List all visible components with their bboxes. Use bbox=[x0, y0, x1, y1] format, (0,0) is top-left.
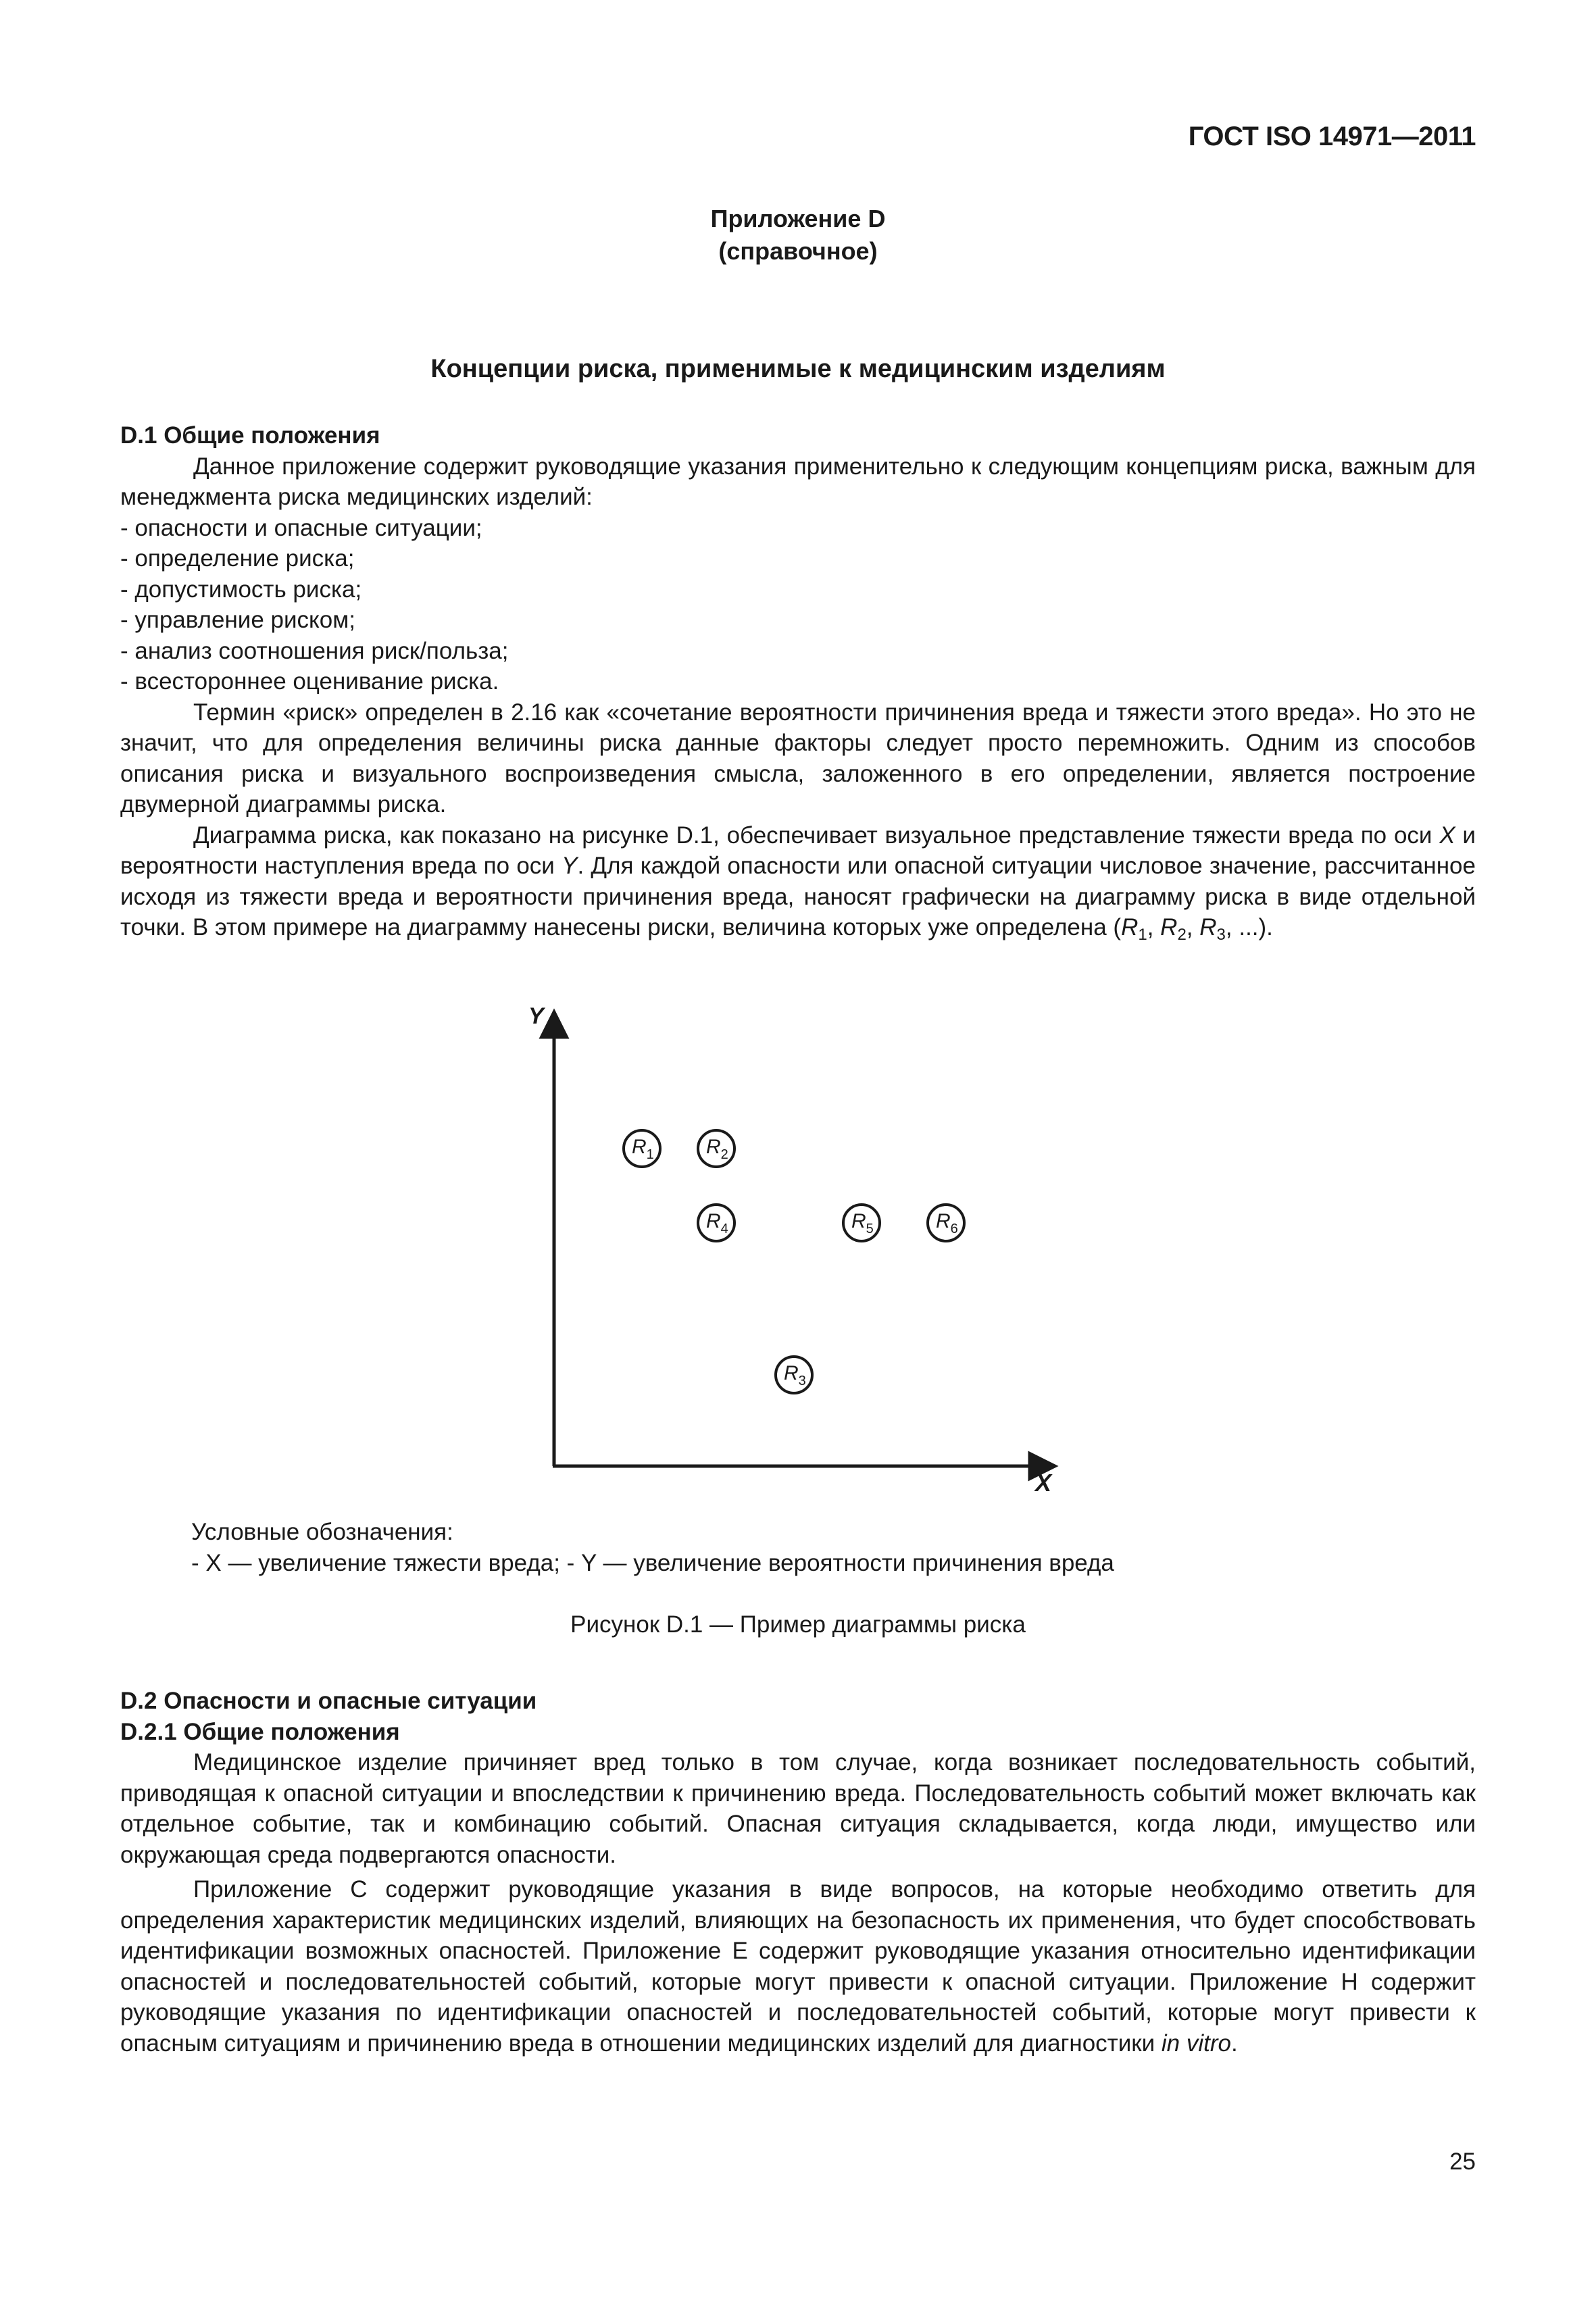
risk-point-label: $R_1$ bbox=[632, 1136, 654, 1162]
section-d1 bbox=[120, 420, 1476, 951]
text-run: . bbox=[1230, 2030, 1238, 2057]
section-intro: Данное приложение содержит руководящие указания применительно к следующим концепциям риска, важным для менеджмента риска медицинских изделий: bbox=[120, 453, 1476, 510]
text-run: Приложение C содержит руководящие указания в виде вопросов, на которые необходимо ответить для определения характеристик медицинских изделий, влияющих на безопасность их применения, что будет способствовать идентификации возможных опасностей. Приложение E содержит руководящие указания относительно идентификации опасностей и последовательностей событий, которые могут привести к опасной ситуации. Приложение H содержит руководящие указания по идентификации опасностей и последовательностей событий, которые могут привести к опасным ситуациям и причинению вреда в отношении медицинских изделий для диагностики bbox=[120, 1876, 1476, 2057]
risk-point-r1 bbox=[624, 1130, 660, 1167]
annex-heading bbox=[0, 203, 1596, 268]
risk-point-label: $R_2$ bbox=[706, 1136, 728, 1162]
risk-point-label: $R_6$ bbox=[936, 1210, 958, 1236]
risk-point-label: $R_4$ bbox=[706, 1210, 728, 1236]
legend-line: - X — увеличение тяжести вреда; - Y — увеличение вероятности причинения вреда bbox=[191, 1550, 1114, 1576]
risk-points bbox=[624, 1130, 964, 1393]
text-run-italic: in vitro bbox=[1161, 2030, 1231, 2057]
text-run: . Для каждой опасности или опасной ситуации числовое значение, рассчитанное исходя из тяжести вреда и вероятности причинения вреда, наносят графически на диаграмму риска в виде отдельной точки. В этом примере на диаграмму нанесены риски, величина которых уже определена ( bbox=[120, 853, 1476, 940]
risk-point-r6 bbox=[928, 1205, 964, 1241]
text-run-italic: R bbox=[1121, 914, 1139, 940]
text-run-italic: R bbox=[1160, 914, 1178, 940]
paragraph-risk-definition: Термин «риск» определен в 2.16 как «сочетание вероятности причинения вреда и тяжести этого вреда». Но это не значит, что для определения величины риска данные факторы следует просто перемножить. Одним из способов описания риска и визуального воспроизведения смысла, заложенного в его определении, является построение двумерной диаграммы риска. bbox=[120, 699, 1476, 818]
y-axis-label: Y bbox=[528, 1003, 544, 1029]
text-run-italic: Y bbox=[562, 853, 578, 879]
risk-point-r4 bbox=[698, 1205, 734, 1241]
list-item: - допустимость риска; bbox=[120, 576, 362, 603]
text-run: и вероятности наступления вреда по оси bbox=[120, 822, 1476, 879]
risk-point-r3 bbox=[776, 1357, 812, 1393]
section-d2 bbox=[120, 1686, 1476, 2059]
text-run-italic: X bbox=[1439, 822, 1455, 849]
list-item: - определение риска; bbox=[120, 545, 355, 572]
list-item: - управление риском; bbox=[120, 607, 355, 633]
risk-point-label: $R_5$ bbox=[851, 1210, 874, 1236]
subscript: 1 bbox=[1138, 926, 1147, 944]
risk-point-r5 bbox=[843, 1205, 880, 1241]
page-number: 25 bbox=[1449, 2148, 1476, 2175]
paragraph-risk-chart bbox=[120, 820, 1476, 951]
annex-label: Приложение D bbox=[710, 205, 886, 232]
annex-type: (справочное) bbox=[718, 237, 878, 265]
figure-caption: Рисунок D.1 — Пример диаграммы риска bbox=[570, 1611, 1026, 1638]
risk-point-label: $R_3$ bbox=[784, 1362, 806, 1388]
text-run: , bbox=[1147, 914, 1161, 940]
legend-title: Условные обозначения: bbox=[191, 1519, 453, 1545]
x-axis-label: X bbox=[1035, 1469, 1052, 1496]
text-run: , ...). bbox=[1225, 914, 1273, 940]
section-heading: D.1 Общие положения bbox=[120, 422, 380, 449]
text-run: Диаграмма риска, как показано на рисунке D.1, обеспечивает визуальное представление тяжести вреда по оси bbox=[193, 822, 1432, 849]
paragraph-harm-sequence: Медицинское изделие причиняет вред только в том случае, когда возникает последовательность событий, приводящая к опасной ситуации и впоследствии к причинению вреда. Последовательность событий может включать как отдельное событие, так и комбинацию событий. Опасная ситуация складывается, когда люди, имущество или окружающая среда подвергаются опасности. bbox=[120, 1749, 1476, 1868]
subscript: 2 bbox=[1177, 926, 1187, 944]
risk-point-r2 bbox=[698, 1130, 734, 1167]
subscript: 3 bbox=[1216, 926, 1226, 944]
text-run: , bbox=[1186, 914, 1200, 940]
paragraph-annex-references bbox=[120, 1874, 1476, 2059]
document-code: ГОСТ ISO 14971—2011 bbox=[1188, 122, 1476, 151]
section-heading: D.2 Опасности и опасные ситуации bbox=[120, 1688, 537, 1714]
list-item: - опасности и опасные ситуации; bbox=[120, 514, 482, 541]
risk-chart-figure bbox=[473, 983, 1081, 1510]
subsection-heading: D.2.1 Общие положения bbox=[120, 1718, 400, 1745]
list-item: - анализ соотношения риск/польза; bbox=[120, 637, 509, 664]
figure-legend bbox=[191, 1517, 1475, 1579]
list-item: - всестороннее оценивание риска. bbox=[120, 668, 499, 695]
text-run-italic: R bbox=[1199, 914, 1217, 940]
annex-title: Концепции риска, применимые к медицинским изделиям bbox=[430, 355, 1166, 383]
